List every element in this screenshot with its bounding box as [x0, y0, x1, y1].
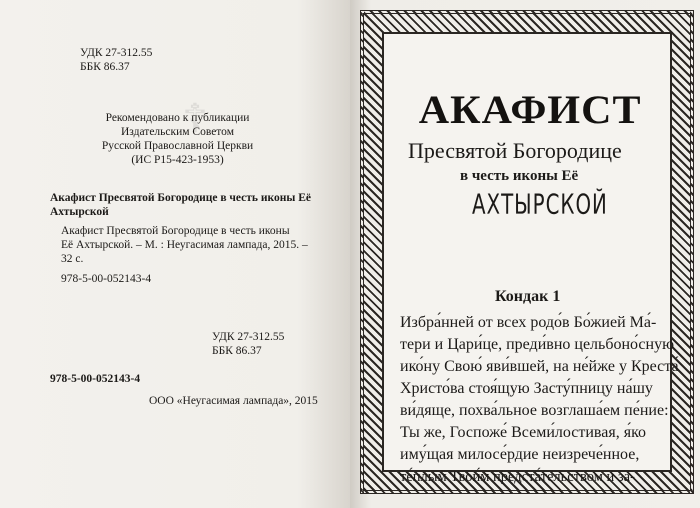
subtitle-line-2: в честь иконы Её	[460, 168, 579, 184]
kondak-line-3: ико́ну Свою́ яви́вшей, на не́йже у Креста́	[400, 358, 679, 375]
book-title-line-1: Акафист Пресвятой Богородице в честь иконы Её	[50, 192, 311, 204]
bbk-code-top: ББК 86.37	[80, 61, 130, 73]
akathist-title: АКАФИСТ	[418, 87, 642, 132]
bbk-code-bottom: ББК 86.37	[212, 345, 262, 357]
kondak-line-6: Ты же, Госпоже́ Всеми́лостивая, я́ко	[400, 424, 647, 441]
recommendation-line-1: Рекомендовано к публикации	[105, 112, 250, 124]
subtitle-line-3: АХТЫРСКОЙ	[472, 189, 608, 222]
recommendation-line-2: Издательским Советом	[121, 126, 234, 138]
kondak-line-5: ви́дяще, похва́льное возглаша́ем пе́ние:	[400, 402, 669, 419]
book-title-line-2: Ахтырской	[50, 206, 109, 218]
bleed-through-shadow: ☦	[182, 96, 208, 141]
recommendation-line-4: (ИС Р15-423-1953)	[131, 154, 224, 166]
kondak-line-4: Христо́ва стоя́щую Засту́пницу на́шу	[400, 380, 653, 397]
isbn-bottom: 978-5-00-052143-4	[50, 373, 141, 385]
right-page-akathist	[350, 0, 700, 508]
udk-code-bottom: УДК 27-312.55	[212, 331, 285, 343]
kondak-line-7: иму́щая милосе́рдие неизрече́нное,	[400, 446, 640, 463]
book-description-line-3: 32 с.	[61, 253, 84, 265]
kondak-line-8: те́плым Твои́м предста́тельством и за-	[400, 469, 635, 485]
copyright: ООО «Неугасимая лампада», 2015	[149, 395, 318, 407]
kondak-line-2: тери и Цари́це, преди́вно цельбоно́сную	[400, 336, 675, 353]
kondak-heading: Кондак 1	[495, 288, 561, 305]
subtitle-line-1: Пресвятой Богородице	[408, 138, 622, 163]
udk-code-top: УДК 27-312.55	[80, 47, 153, 59]
book-description-line-2: Её Ахтырской. – М. : Неугасимая лампада, 2015. –	[61, 239, 308, 251]
kondak-line-1: Избра́нней от всех родо́в Бо́жией Ма́-	[400, 314, 657, 331]
recommendation-line-3: Русской Православной Церкви	[101, 140, 254, 152]
book-description-line-1: Акафист Пресвятой Богородице в честь иконы	[61, 225, 290, 237]
isbn-inner: 978-5-00-052143-4	[61, 273, 152, 285]
